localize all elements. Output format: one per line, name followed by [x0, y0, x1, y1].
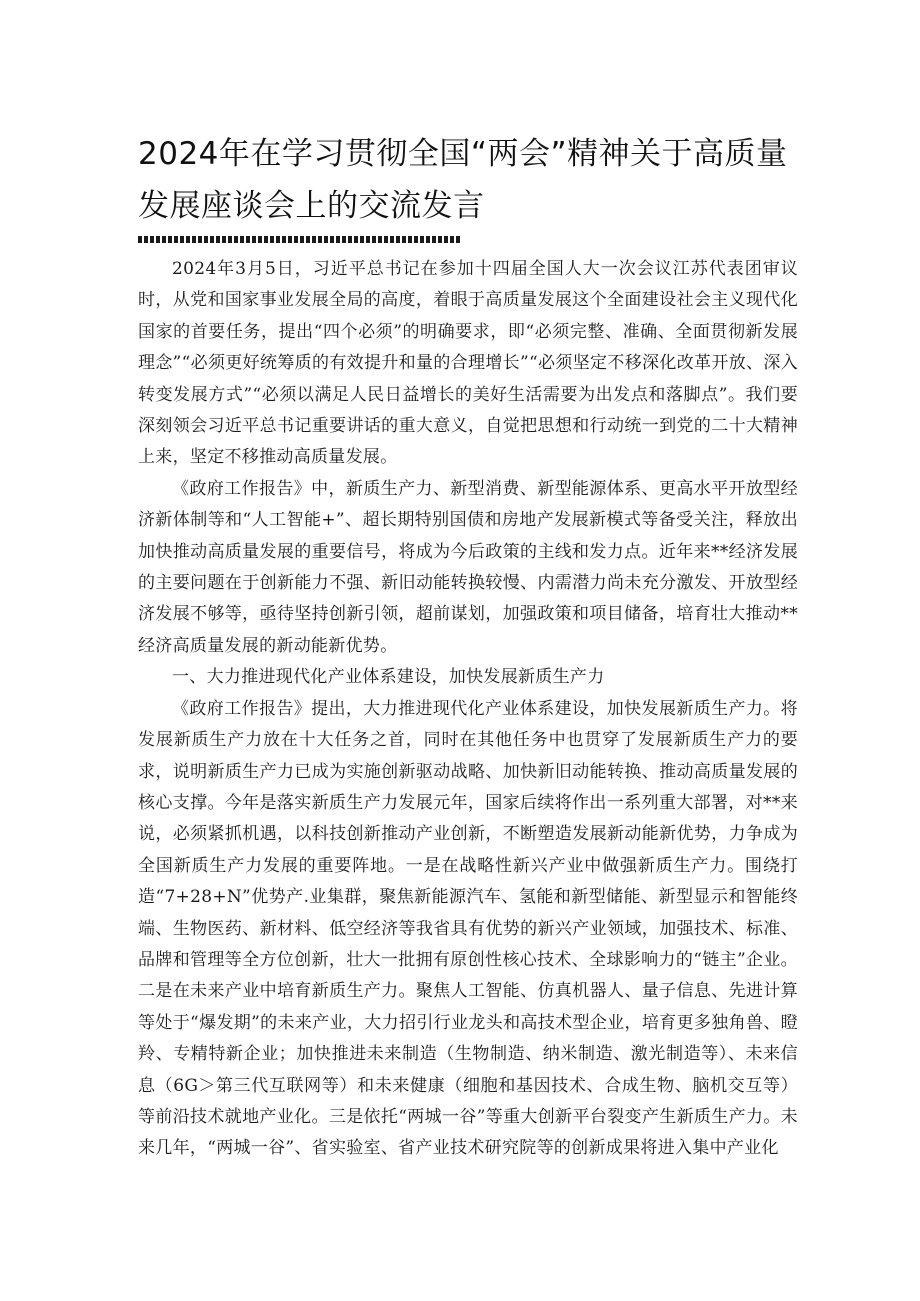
section-heading-1: 一、大力推进现代化产业体系建设，加快发展新质生产力: [172, 667, 605, 688]
document-body: [138, 254, 798, 1165]
document-title: 2024年在学习贯彻全国“两会”精神关于高质量发展座谈会上的交流发言: [138, 136, 788, 224]
paragraph-section-1: 《政府工作报告》提出，大力推进现代化产业体系建设，加快发展新质生产力。将发展新质生产力放在十大任务之首，同时在其他任务中也贯穿了发展新质生产力的要求，说明新质生产力已成为实施创新驱动战略、加快新旧动能转换、推动高质量发展的核心支撑。今年是落实新质生产力发展元年，国家后续将作出一系列重大部署，对**来说，必须紧抓机遇，以科技创新推动产业创新，不断塑造发展新动能新优势，力争成为全国新质生产力发展的重要阵地。一是在战略性新兴产业中做强新质生产力。围绕打造“7+28+N”优势产.业集群，聚焦新能源汽车、氢能和新型储能、新型显示和智能终端、生物医药、新材料、低空经济等我省具有优势的新兴产业领域，加强技术、标准、品牌和管理等全方位创新，壮大一批拥有原创性核心技术、全球影响力的“链主”企业。二是在未来产业中培育新质生产力。聚焦人工智能、仿真机器人、量子信息、先进计算等处于“爆发期”的未来产业，大力招引行业龙头和高技术型企业，培育更多独角兽、瞪羚、专精特新企业；加快推进未来制造（生物制造、纳米制造、激光制造等）、未来信息（6G＞第三代互联网等）和未来健康（细胞和基因技术、合成生物、脑机交互等）等前沿技术就地产业化。三是依托“两城一谷”等重大创新平台裂变产生新质生产力。未来几年，“两城一谷”、省实验室、省产业技术研究院等的创新成果将进入集中产业化: [138, 698, 798, 1159]
title-divider: [138, 236, 462, 243]
paragraph-report-summary: 《政府工作报告》中，新质生产力、新型消费、新型能源体系、更高水平开放型经济新体制等和“人工智能+”、超长期特别国债和房地产发展新模式等备受关注，释放出加快推动高质量发展的重要信号，将成为今后政策的主线和发力点。近年来**经济发展的主要问题在于创新能力不强、新旧动能转换较慢、内需潜力尚未充分激发、开放型经济发展不够等，亟待坚持创新引领，超前谋划，加强政策和项目储备，培育壮大推动**经济高质量发展的新动能新优势。: [138, 478, 798, 656]
paragraph-intro: 2024年3月5日，习近平总书记在参加十四届全国人大一次会议江苏代表团审议时，从党和国家事业发展全局的高度，着眼于高质量发展这个全面建设社会主义现代化国家的首要任务，提出“四个必须”的明确要求，即“必须完整、准确、全面贯彻新发展理念”“必须更好统筹质的有效提升和量的合理增长”“必须坚定不移深化改革开放、深入转变发展方式”“必须以满足人民日益增长的美好生活需要为出发点和落脚点”。我们要深刻领会习近平总书记重要讲话的重大意义，自觉把思想和行动统一到党的二十大精神上来，坚定不移推动高质量发展。: [138, 259, 798, 468]
